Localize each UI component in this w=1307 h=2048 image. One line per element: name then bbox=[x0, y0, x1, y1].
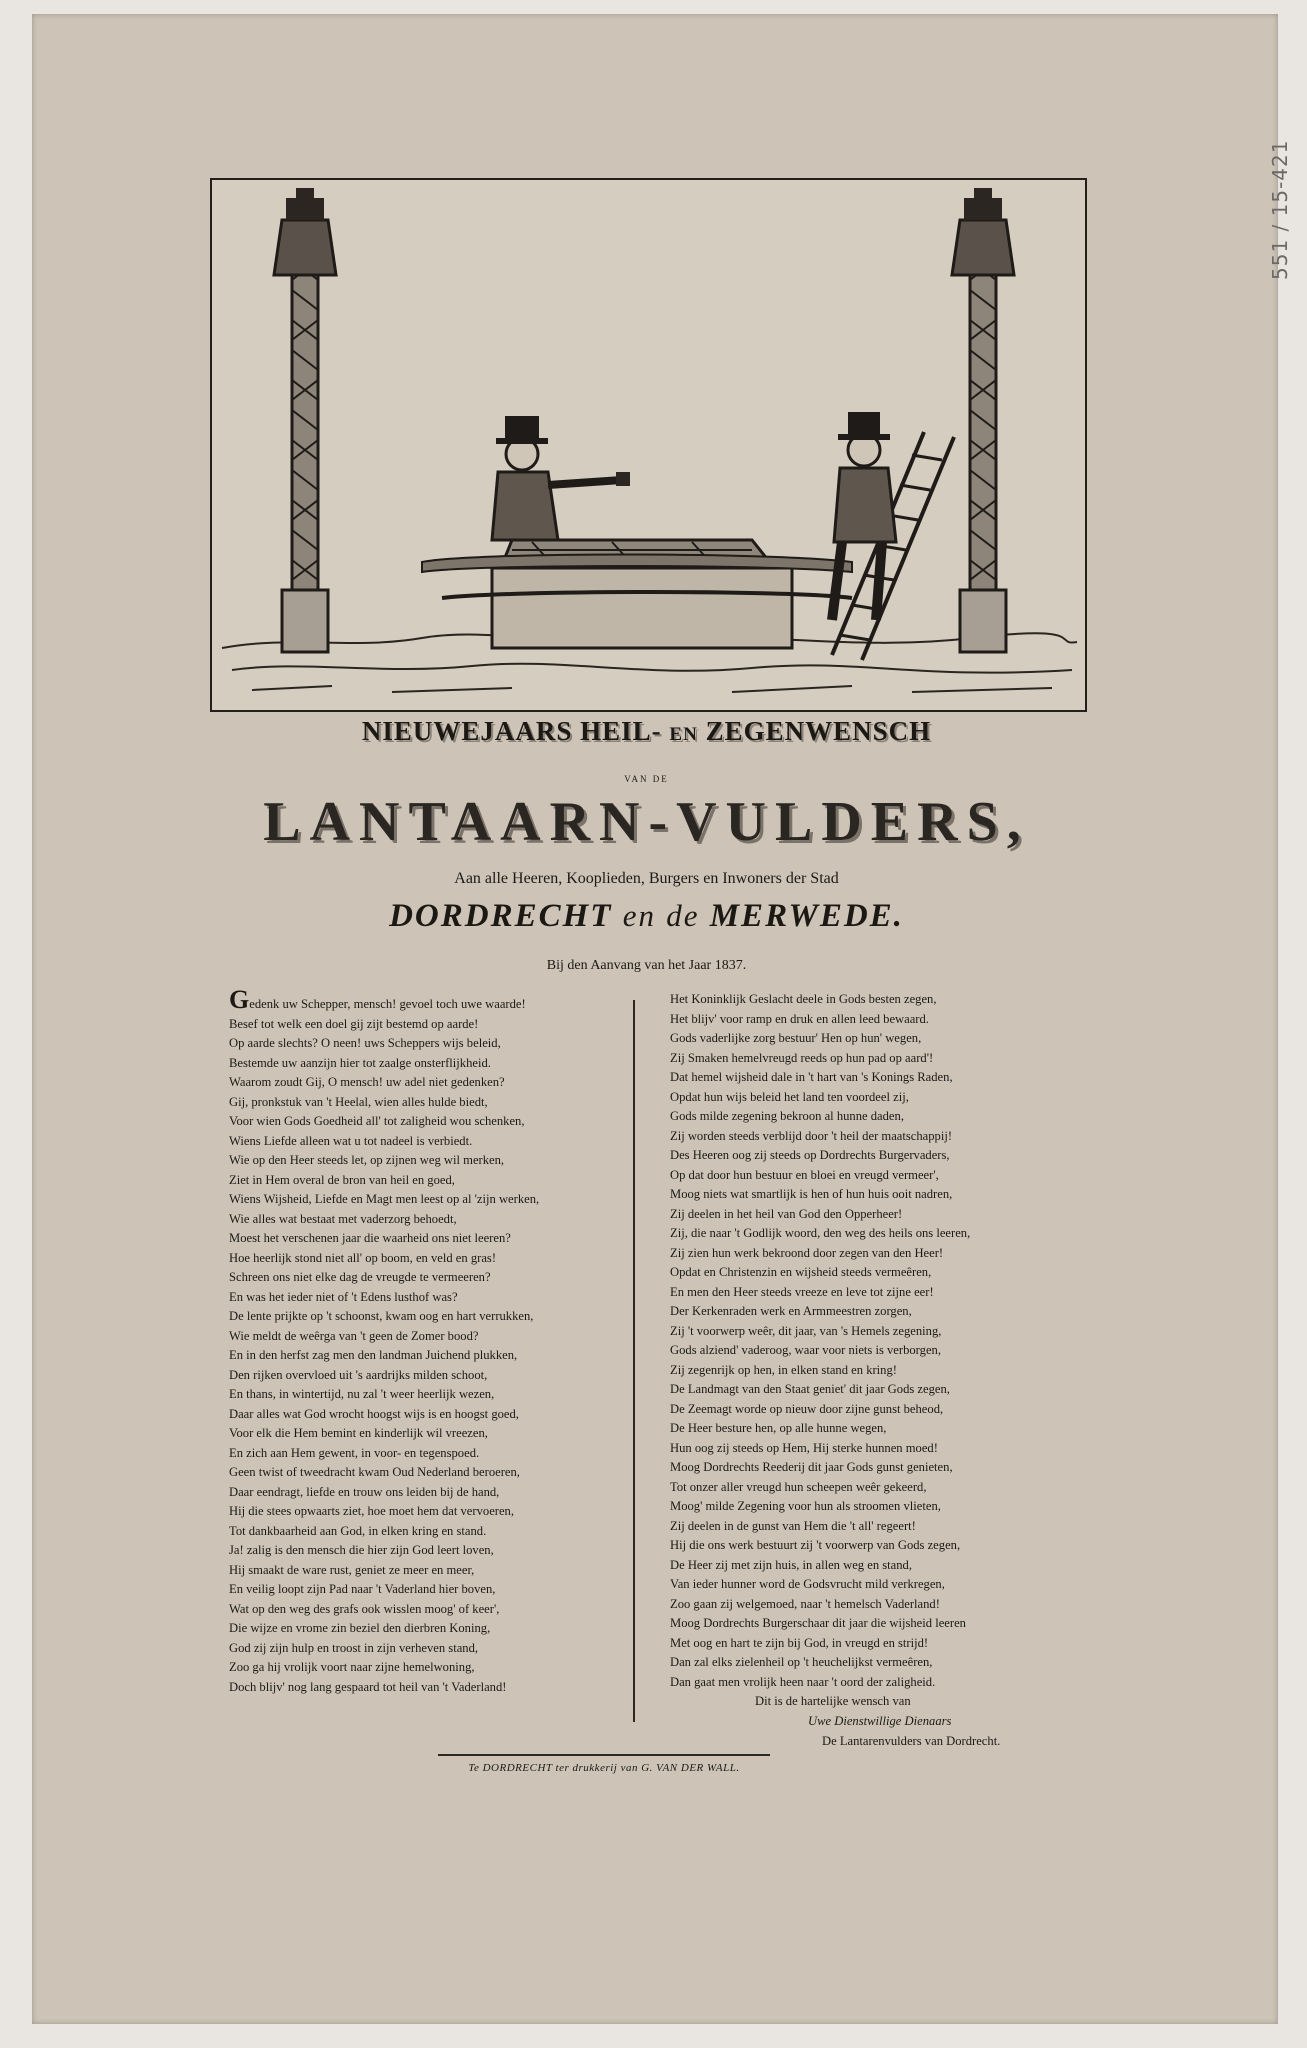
poem-line: Daar alles wat God wrocht hoogst wijs is en hoogst goed, bbox=[229, 1406, 519, 1421]
poem-line bbox=[229, 985, 624, 1015]
article-de: de bbox=[666, 898, 700, 933]
poem-line: Het blijv' voor ramp en druk en allen leed bewaard. bbox=[670, 1011, 929, 1026]
closing-signature: De Lantarenvulders van Dordrecht. bbox=[822, 1734, 1001, 1748]
poem-line: Gij, pronkstuk van 't Heelal, wien alles hulde biedt, bbox=[229, 1094, 488, 1109]
poem-line: En veilig loopt zijn Pad naar 't Vaderland hier boven, bbox=[229, 1582, 496, 1596]
archive-number: 551 / 15-421 bbox=[1268, 139, 1292, 280]
poem-line: Opdat en Christenzin en wijsheid steeds vermeêren, bbox=[670, 1265, 932, 1279]
poem-line: Geen twist of tweedracht kwam Oud Nederland beroeren, bbox=[229, 1465, 520, 1479]
poem-line: Dan zal elks zielenheil op 't heuchelijkst vermeêren, bbox=[670, 1655, 933, 1669]
poem-line: En thans, in wintertijd, nu zal 't weer heerlijk wezen, bbox=[229, 1387, 495, 1401]
poem-line-text: edenk uw Schepper, mensch! gevoel toch uwe waarde! bbox=[249, 997, 526, 1011]
poem-line: Wie op den Heer steeds let, op zijnen weg wil merken, bbox=[229, 1153, 505, 1167]
lamplighters-woodcut bbox=[210, 178, 1087, 712]
poem-line: Hij die ons werk bestuurt zij 't voorwerp van Gods zegen, bbox=[670, 1538, 961, 1552]
poem-line: Moog Dordrechts Burgerschaar dit jaar die wijsheid leeren bbox=[670, 1616, 966, 1630]
oil-cart bbox=[422, 540, 852, 648]
poem-line: Zij zegenrijk op hen, in elken stand en kring! bbox=[670, 1362, 897, 1377]
poem-line: Hun oog zij steeds op Hem, Hij sterke hunnen moed! bbox=[670, 1440, 938, 1455]
column-divider bbox=[633, 1000, 635, 1722]
poem-line: Zij zien hun werk bekroond door zegen van den Heer! bbox=[670, 1245, 944, 1260]
poem-line: Die wijze en vrome zin beziel den dierbren Koning, bbox=[229, 1621, 491, 1635]
poem-line: Besef tot welk een doel gij zijt bestemd op aarde! bbox=[229, 1016, 479, 1031]
poem-line: Doch blijv' nog lang gespaard tot heil van 't Vaderland! bbox=[229, 1679, 507, 1694]
poem-line: En men den Heer steeds vreeze en leve tot zijne eer! bbox=[670, 1284, 934, 1299]
poem-line: Wiens Liefde alleen wat u tot nadeel is verbiedt. bbox=[229, 1133, 473, 1148]
poem-line: Waarom zoudt Gij, O mensch! uw adel niet gedenken? bbox=[229, 1075, 505, 1089]
heading-part-3: ZEGENWENSCH bbox=[705, 716, 932, 746]
poem-line: En zich aan Hem gewent, in voor- en tegenspoed. bbox=[229, 1445, 480, 1460]
poem-line: Dan gaat men vrolijk heen naar 't oord der zaligheid. bbox=[670, 1674, 936, 1689]
poem-line: Met oog en hart te zijn bij God, in vreugd en strijd! bbox=[670, 1635, 929, 1650]
poem-line: Gods milde zegening bekroon al hunne daden, bbox=[670, 1109, 904, 1123]
poem-line: Gods vaderlijke zorg bestuur' Hen op hun' wegen, bbox=[670, 1031, 922, 1045]
poem-line: Gods alziend' vaderoog, waar voor niets is verborgen, bbox=[670, 1343, 941, 1357]
heading-dordrecht bbox=[210, 898, 1083, 935]
addressees: Aan alle Heeren, Kooplieden, Burgers en Inwoners der Stad bbox=[454, 870, 839, 887]
poem-line: De Heer zij met zijn huis, in allen weg en stand, bbox=[670, 1557, 913, 1572]
poem-line: Van ieder hunner word de Godsvrucht mild verkregen, bbox=[670, 1577, 945, 1591]
poem-line: Wie alles wat bestaat met vaderzorg behoedt, bbox=[229, 1211, 457, 1226]
poem-line: Wie meldt de weêrga van 't geen de Zomer bood? bbox=[229, 1328, 479, 1343]
right-lamppost bbox=[952, 188, 1014, 652]
poem-line: De Zeemagt worde op nieuw door zijne gunst beheod, bbox=[670, 1401, 944, 1416]
poem-line: Zij deelen in de gunst van Hem die 't all' regeert! bbox=[670, 1518, 916, 1533]
poem-line: Moog' milde Zegening voor hun als stroomen vlieten, bbox=[670, 1499, 941, 1513]
poem-line: Moest het verschenen jaar die waarheid ons niet leeren? bbox=[229, 1231, 511, 1245]
poem-line: Zij deelen in het heil van God den Opperheer! bbox=[670, 1206, 903, 1221]
poem-line: Des Heeren oog zij steeds op Dordrechts Burgervaders, bbox=[670, 1148, 950, 1162]
poem-line: En was het ieder niet of 't Edens lusthof was? bbox=[229, 1289, 458, 1304]
poem-line: En in den herfst zag men den landman Juichend plukken, bbox=[229, 1348, 518, 1362]
poem-line: Voor wien Gods Goedheid all' tot zaligheid wou schenken, bbox=[229, 1114, 525, 1128]
poem-line: Tot dankbaarheid aan God, in elken kring en stand. bbox=[229, 1523, 487, 1538]
poem-line: Op dat door hun bestuur en bloei en vreugd vermeer', bbox=[670, 1167, 939, 1182]
poem-line: Ziet in Hem overal de bron van heil en goed, bbox=[229, 1172, 455, 1187]
poem-line: De lente prijkte op 't schoonst, kwam oog en hart verrukken, bbox=[229, 1309, 534, 1323]
poem-line: Moog Dordrechts Reederij dit jaar Gods gunst genieten, bbox=[670, 1460, 953, 1474]
poem-line: Zij worden steeds verblijd door 't heil der maatschappij! bbox=[670, 1128, 953, 1143]
poem-line: God zij zijn hulp en troost in zijn verheven stand, bbox=[229, 1640, 479, 1655]
poem-line: De Heer besture hen, op alle hunne wegen, bbox=[670, 1421, 887, 1435]
poem-line: Zoo ga hij vrolijk voort naar zijne hemelwoning, bbox=[229, 1660, 475, 1674]
van-de: VAN DE bbox=[624, 774, 669, 784]
poem-line: Moog niets wat smartlijk is hen of hun huis ooit nadren, bbox=[670, 1187, 953, 1201]
seated-lamplighter bbox=[492, 416, 630, 540]
poem-line: Daar eendragt, liefde en trouw ons leiden bij de hand, bbox=[229, 1484, 500, 1499]
drop-cap: G bbox=[229, 985, 250, 1014]
climbing-lamplighter bbox=[832, 412, 954, 660]
poem-line: Het Koninklijk Geslacht deele in Gods besten zegen, bbox=[670, 992, 937, 1006]
imprint-rule bbox=[438, 1754, 770, 1756]
poem-line: Zij Smaken hemelvreugd reeds op hun pad op aard'! bbox=[670, 1050, 934, 1065]
city-name: DORDRECHT bbox=[389, 898, 613, 934]
poem-line: Bestemde uw aanzijn hier tot zaalge onsterflijkheid. bbox=[229, 1055, 491, 1070]
poem-line: Tot onzer aller vreugd hun scheepen weêr gekeerd, bbox=[670, 1479, 927, 1494]
poem-left-column bbox=[229, 985, 624, 1697]
poem-line: Ja! zalig is den mensch die hier zijn God leert loven, bbox=[229, 1543, 494, 1557]
printer-imprint: Te DORDRECHT ter drukkerij van G. VAN DER WALL. bbox=[468, 1762, 740, 1774]
poem-right-column bbox=[670, 990, 1080, 1692]
poem-line: Dat hemel wijsheid dale in 't hart van 's Konings Raden, bbox=[670, 1070, 953, 1084]
poem-line: De Landmagt van den Staat geniet' dit jaar Gods zegen, bbox=[670, 1382, 950, 1396]
heading-part-1: NIEUWEJAARS HEIL- bbox=[361, 716, 662, 746]
closing-wish: Dit is de hartelijke wensch van bbox=[755, 1694, 911, 1708]
heading-nieuwejaars bbox=[210, 716, 1083, 747]
poem-line: Wiens Wijsheid, Liefde en Magt men leest op al 'zijn werken, bbox=[229, 1192, 540, 1206]
closing-servants: Uwe Dienstwillige Dienaars bbox=[808, 1714, 952, 1728]
poem-line: Zij, die naar 't Godlijk woord, den weg des heils ons leeren, bbox=[670, 1226, 971, 1240]
poem-line: Der Kerkenraden werk en Armmeestren zorgen, bbox=[670, 1304, 912, 1318]
poem-line: Opdat hun wijs beleid het land ten voordeel zij, bbox=[670, 1089, 909, 1104]
poem-line: Zij 't voorwerp weêr, dit jaar, van 's Hemels zegening, bbox=[670, 1323, 942, 1338]
poem-line: Hij smaakt de ware rust, geniet ze meer en meer, bbox=[229, 1562, 475, 1577]
heading-part-en: EN bbox=[669, 724, 698, 745]
poem-line: Voor elk die Hem bemint en kinderlijk wil vreezen, bbox=[229, 1426, 488, 1440]
heading-lantaarn-vulders: LANTAARN-VULDERS, bbox=[263, 791, 1030, 853]
poem-line: Den rijken overvloed uit 's aardrijks milden schoot, bbox=[229, 1367, 488, 1382]
poem-line: Hij die stees opwaarts ziet, hoe moet hem dat vervoeren, bbox=[229, 1504, 515, 1518]
river-name: MERWEDE. bbox=[709, 898, 904, 934]
poem-line: Hoe heerlijk stond niet all' op boom, en veld en gras! bbox=[229, 1250, 497, 1265]
occasion-line: Bij den Aanvang van het Jaar 1837. bbox=[546, 958, 747, 973]
conjunction-en: en bbox=[622, 898, 656, 933]
poem-line: Zoo gaan zij welgemoed, naar 't hemelsch Vaderland! bbox=[670, 1596, 940, 1611]
left-lamppost bbox=[274, 188, 336, 652]
poem-line: Op aarde slechts? O neen! uws Scheppers wijs beleid, bbox=[229, 1036, 501, 1050]
poem-line: Wat op den weg des grafs ook wisslen moog' of keer', bbox=[229, 1601, 500, 1616]
poem-line: Schreen ons niet elke dag de vreugde te vermeeren? bbox=[229, 1270, 491, 1284]
